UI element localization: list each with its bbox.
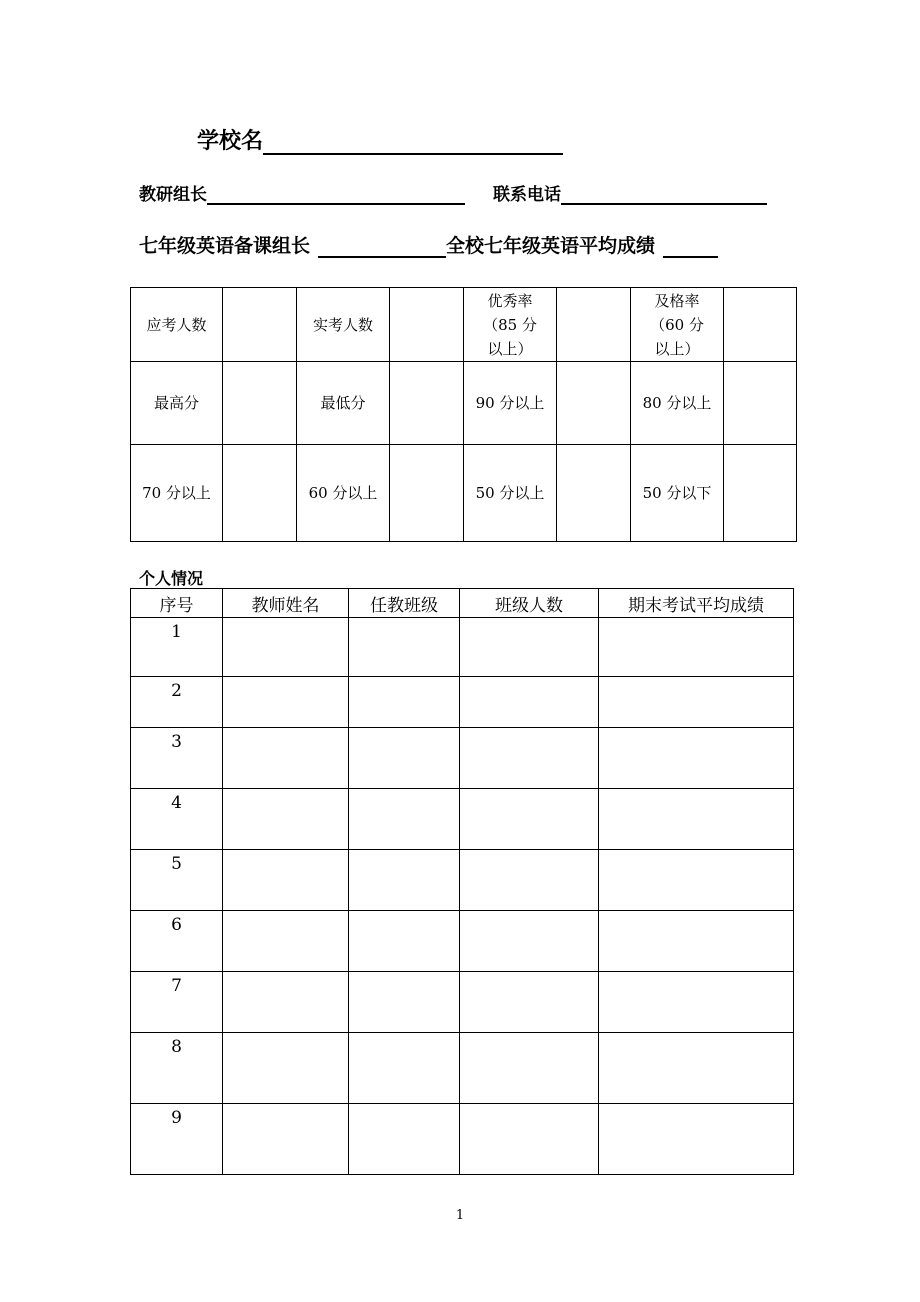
leader-phone-line [139,180,767,205]
teacher-row [131,850,794,911]
stats-label-cell: 50 分以上 [464,445,557,542]
stats-row [131,362,797,445]
stats-label-cell: 70 分以上 [131,445,223,542]
column-header: 序号 [131,589,223,618]
stats-label-cell: 及格率（60 分以上） [631,288,724,362]
teacher-entry-cell[interactable] [599,728,794,789]
stats-value-cell[interactable] [724,362,797,445]
stats-value-cell[interactable] [724,445,797,542]
school-average-label: 全校七年级英语平均成绩 [446,235,656,257]
stats-value-cell[interactable] [223,288,297,362]
teacher-entry-cell[interactable] [599,972,794,1033]
teacher-entry-cell[interactable] [599,911,794,972]
stats-label-cell: 50 分以下 [631,445,724,542]
column-header: 教师姓名 [223,589,349,618]
column-header: 期末考试平均成绩 [599,589,794,618]
teacher-row [131,911,794,972]
teacher-entry-cell[interactable] [223,789,349,850]
column-header: 班级人数 [460,589,599,618]
teacher-entry-cell[interactable] [223,1104,349,1175]
school-name-label: 学校名 [197,129,264,154]
stats-label-cell: 应考人数 [131,288,223,362]
teacher-entry-cell[interactable] [599,1033,794,1104]
research-leader-field[interactable] [207,183,465,205]
row-number: 8 [131,1033,223,1104]
stats-row [131,288,797,362]
teacher-entry-cell[interactable] [460,677,599,728]
stats-value-cell[interactable] [390,288,464,362]
stats-label-cell: 80 分以上 [631,362,724,445]
stats-label-cell: 最低分 [297,362,390,445]
row-number: 4 [131,789,223,850]
row-number: 6 [131,911,223,972]
teacher-entry-cell[interactable] [599,618,794,677]
teacher-entry-cell[interactable] [223,850,349,911]
phone-label: 联系电话 [493,185,561,205]
row-number: 9 [131,1104,223,1175]
row-number: 5 [131,850,223,911]
row-number: 1 [131,618,223,677]
personal-section-title: 个人情况 [139,569,204,588]
teacher-row [131,972,794,1033]
teacher-row [131,1104,794,1175]
stats-value-cell[interactable] [390,362,464,445]
teacher-entry-cell[interactable] [223,728,349,789]
teacher-entry-cell[interactable] [349,1104,460,1175]
stats-value-cell[interactable] [557,288,631,362]
teacher-entry-cell[interactable] [223,677,349,728]
teacher-entry-cell[interactable] [460,850,599,911]
stats-value-cell[interactable] [390,445,464,542]
stats-label-cell: 实考人数 [297,288,390,362]
stats-label-cell: 优秀率（85 分以上） [464,288,557,362]
teacher-row [131,789,794,850]
teacher-entry-cell[interactable] [599,677,794,728]
teacher-row [131,618,794,677]
stats-value-cell[interactable] [557,362,631,445]
school-name-field[interactable] [263,129,563,155]
teacher-entry-cell[interactable] [349,677,460,728]
teacher-entry-cell[interactable] [223,1033,349,1104]
teacher-row [131,677,794,728]
teacher-entry-cell[interactable] [349,789,460,850]
stats-value-cell[interactable] [724,288,797,362]
personal-table [130,588,794,1175]
phone-field[interactable] [561,183,767,205]
row-number: 2 [131,677,223,728]
teacher-entry-cell[interactable] [460,911,599,972]
stats-value-cell[interactable] [223,362,297,445]
score-stats-table [130,287,797,542]
teacher-entry-cell[interactable] [460,972,599,1033]
column-header: 任教班级 [349,589,460,618]
teacher-entry-cell[interactable] [349,1033,460,1104]
grade-leader-line [139,231,718,258]
teacher-entry-cell[interactable] [349,911,460,972]
stats-row [131,445,797,542]
teacher-entry-cell[interactable] [223,911,349,972]
teacher-entry-cell[interactable] [223,618,349,677]
stats-value-cell[interactable] [557,445,631,542]
row-number: 7 [131,972,223,1033]
teacher-entry-cell[interactable] [349,618,460,677]
teacher-entry-cell[interactable] [223,972,349,1033]
teacher-row [131,728,794,789]
stats-label-cell: 最高分 [131,362,223,445]
teacher-entry-cell[interactable] [460,1033,599,1104]
teacher-entry-cell[interactable] [349,728,460,789]
page-number: 1 [455,1208,465,1223]
teacher-entry-cell[interactable] [599,850,794,911]
personal-header-row [131,589,794,618]
teacher-entry-cell[interactable] [349,972,460,1033]
teacher-entry-cell[interactable] [460,728,599,789]
teacher-entry-cell[interactable] [599,1104,794,1175]
teacher-entry-cell[interactable] [460,1104,599,1175]
school-name-line [197,124,563,155]
teacher-entry-cell[interactable] [599,789,794,850]
stats-value-cell[interactable] [223,445,297,542]
teacher-entry-cell[interactable] [460,789,599,850]
row-number: 3 [131,728,223,789]
research-leader-label: 教研组长 [139,185,207,205]
grade-leader-label: 七年级英语备课组长 [139,235,311,257]
stats-label-cell: 90 分以上 [464,362,557,445]
grade-leader-field[interactable] [318,234,446,258]
school-average-field[interactable] [663,234,718,258]
teacher-entry-cell[interactable] [349,850,460,911]
teacher-row [131,1033,794,1104]
teacher-entry-cell[interactable] [460,618,599,677]
stats-label-cell: 60 分以上 [297,445,390,542]
